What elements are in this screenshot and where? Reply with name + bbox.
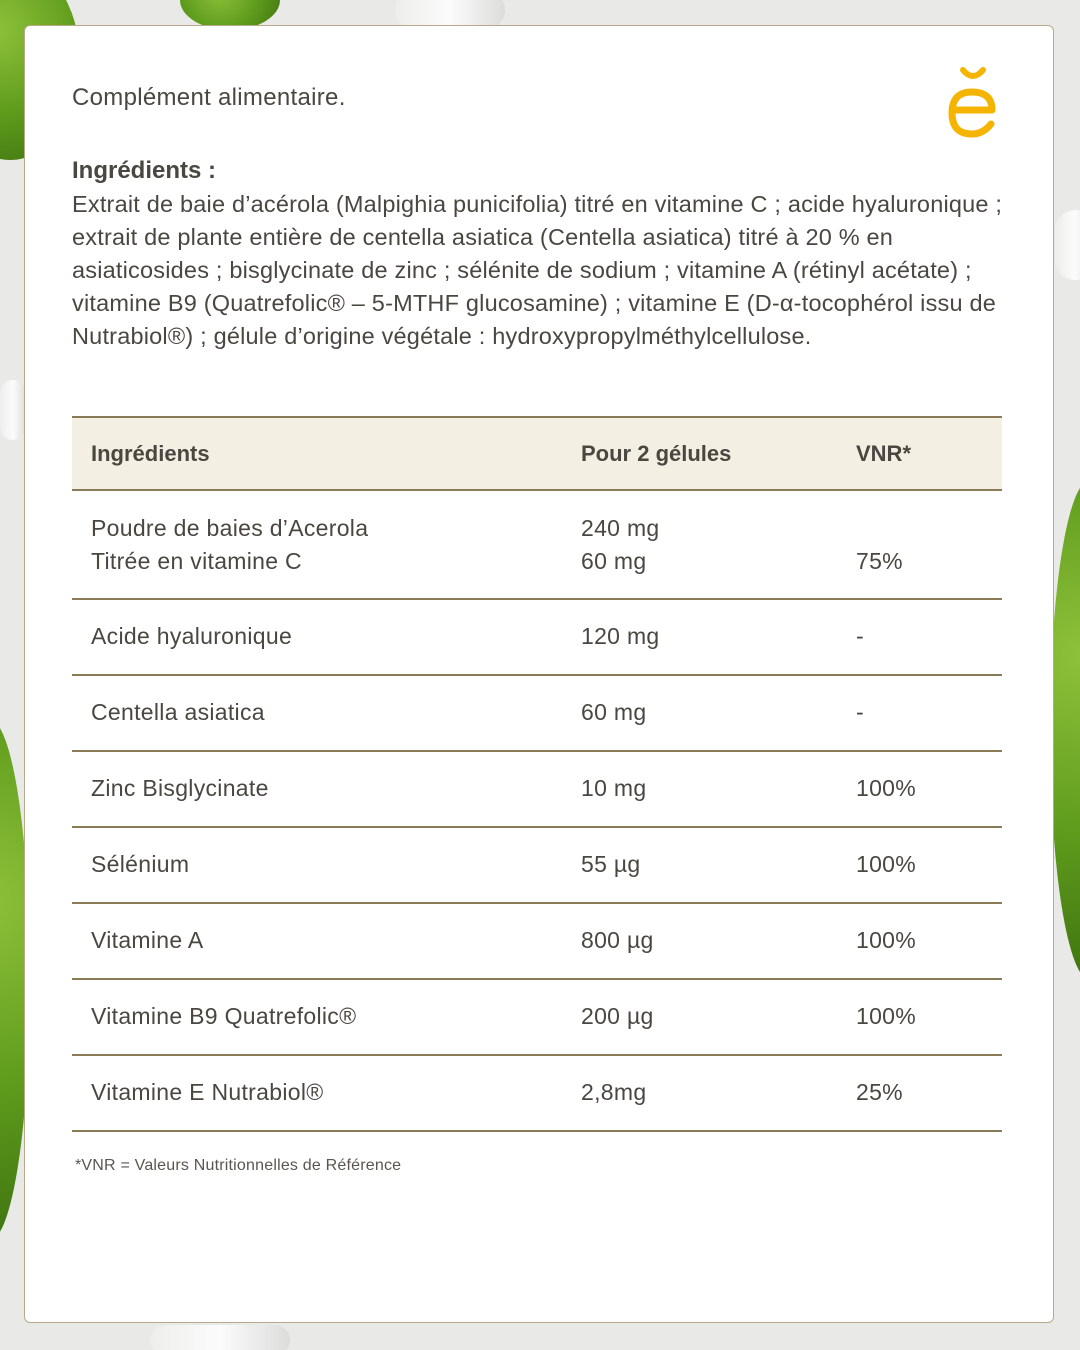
ingredient-name-line: Poudre de baies d’Acerola — [91, 515, 369, 541]
ingredient-name — [91, 512, 368, 578]
ingredient-vnr: 100% — [856, 927, 917, 953]
product-type: Complément alimentaire. — [72, 84, 346, 111]
table-row — [72, 828, 1002, 904]
ingredient-vnr: - — [856, 623, 864, 649]
ingredient-amount: 10 mg — [581, 775, 647, 801]
table-row — [72, 1056, 1002, 1132]
ingredient-name: Centella asiatica — [91, 699, 265, 725]
table-row — [72, 752, 1002, 828]
ingredient-name: Vitamine B9 Quatrefolic® — [91, 1003, 357, 1029]
table-row — [72, 600, 1002, 676]
column-header-amount: Pour 2 gélules — [581, 440, 732, 466]
table-header — [72, 416, 1002, 491]
ingredients-heading: Ingrédients : — [72, 157, 217, 184]
ingredient-amount: 55 µg — [581, 851, 641, 877]
ingredient-vnr: 75% — [856, 548, 903, 574]
leaf-decoration — [1050, 480, 1080, 980]
column-header-ingredient: Ingrédients — [91, 440, 210, 466]
ingredient-vnr: 100% — [856, 1003, 917, 1029]
ingredients-text: Extrait de baie d’acérola (Malpighia punicifolia) titré en vitamine C ; acide hyaluronique ; extrait de plante entière de centella asiatica (Centella asiatica) titré à 20 % en asiaticosides ; bisglycinate de zinc ; sélénite de sodium ; vitamine A (rétinyl acétate) ; vitamine B9 (Quatrefolic® – 5-MTHF glucosamine) ; vitamine E (D-α-tocophérol issu de Nutrabiol®) ; gélule d’origine végétale : hydroxypropylméthylcellulose. — [72, 191, 1003, 349]
ingredient-amount-line: 60 mg — [581, 548, 647, 574]
table-row — [72, 980, 1002, 1056]
ingredient-vnr: 100% — [856, 851, 917, 877]
ingredient-amount: 800 µg — [581, 927, 654, 953]
ingredient-amount-line: 240 mg — [581, 515, 660, 541]
ingredient-amount: 60 mg — [581, 699, 647, 725]
nutrition-table — [72, 416, 1002, 1132]
ingredient-vnr: - — [856, 699, 864, 725]
ingredient-amount: 2,8mg — [581, 1079, 647, 1105]
ingredient-name-line: Titrée en vitamine C — [91, 548, 302, 574]
glass-tube-decoration — [150, 1325, 290, 1350]
ingredient-name: Acide hyaluronique — [91, 623, 293, 649]
ingredient-name: Sélénium — [91, 851, 190, 877]
glass-tube-decoration — [1055, 210, 1080, 280]
ingredient-amount: 200 µg — [581, 1003, 654, 1029]
supplement-info-card — [24, 25, 1054, 1323]
ingredient-name: Vitamine A — [91, 927, 204, 953]
table-row — [72, 676, 1002, 752]
ingredient-vnr: 25% — [856, 1079, 903, 1105]
column-header-vnr: VNR* — [856, 440, 912, 466]
ingredient-vnr: 100% — [856, 775, 917, 801]
ingredient-name: Vitamine E Nutrabiol® — [91, 1079, 324, 1105]
table-row — [72, 904, 1002, 980]
brand-e-logo-icon — [943, 66, 1003, 140]
table-row — [72, 491, 1002, 600]
glass-tube-decoration — [0, 380, 26, 440]
ingredient-name: Zinc Bisglycinate — [91, 775, 269, 801]
vnr-footnote: *VNR = Valeurs Nutritionnelles de Référence — [75, 1157, 402, 1174]
ingredient-amount: 120 mg — [581, 623, 660, 649]
ingredient-amount — [581, 512, 660, 578]
